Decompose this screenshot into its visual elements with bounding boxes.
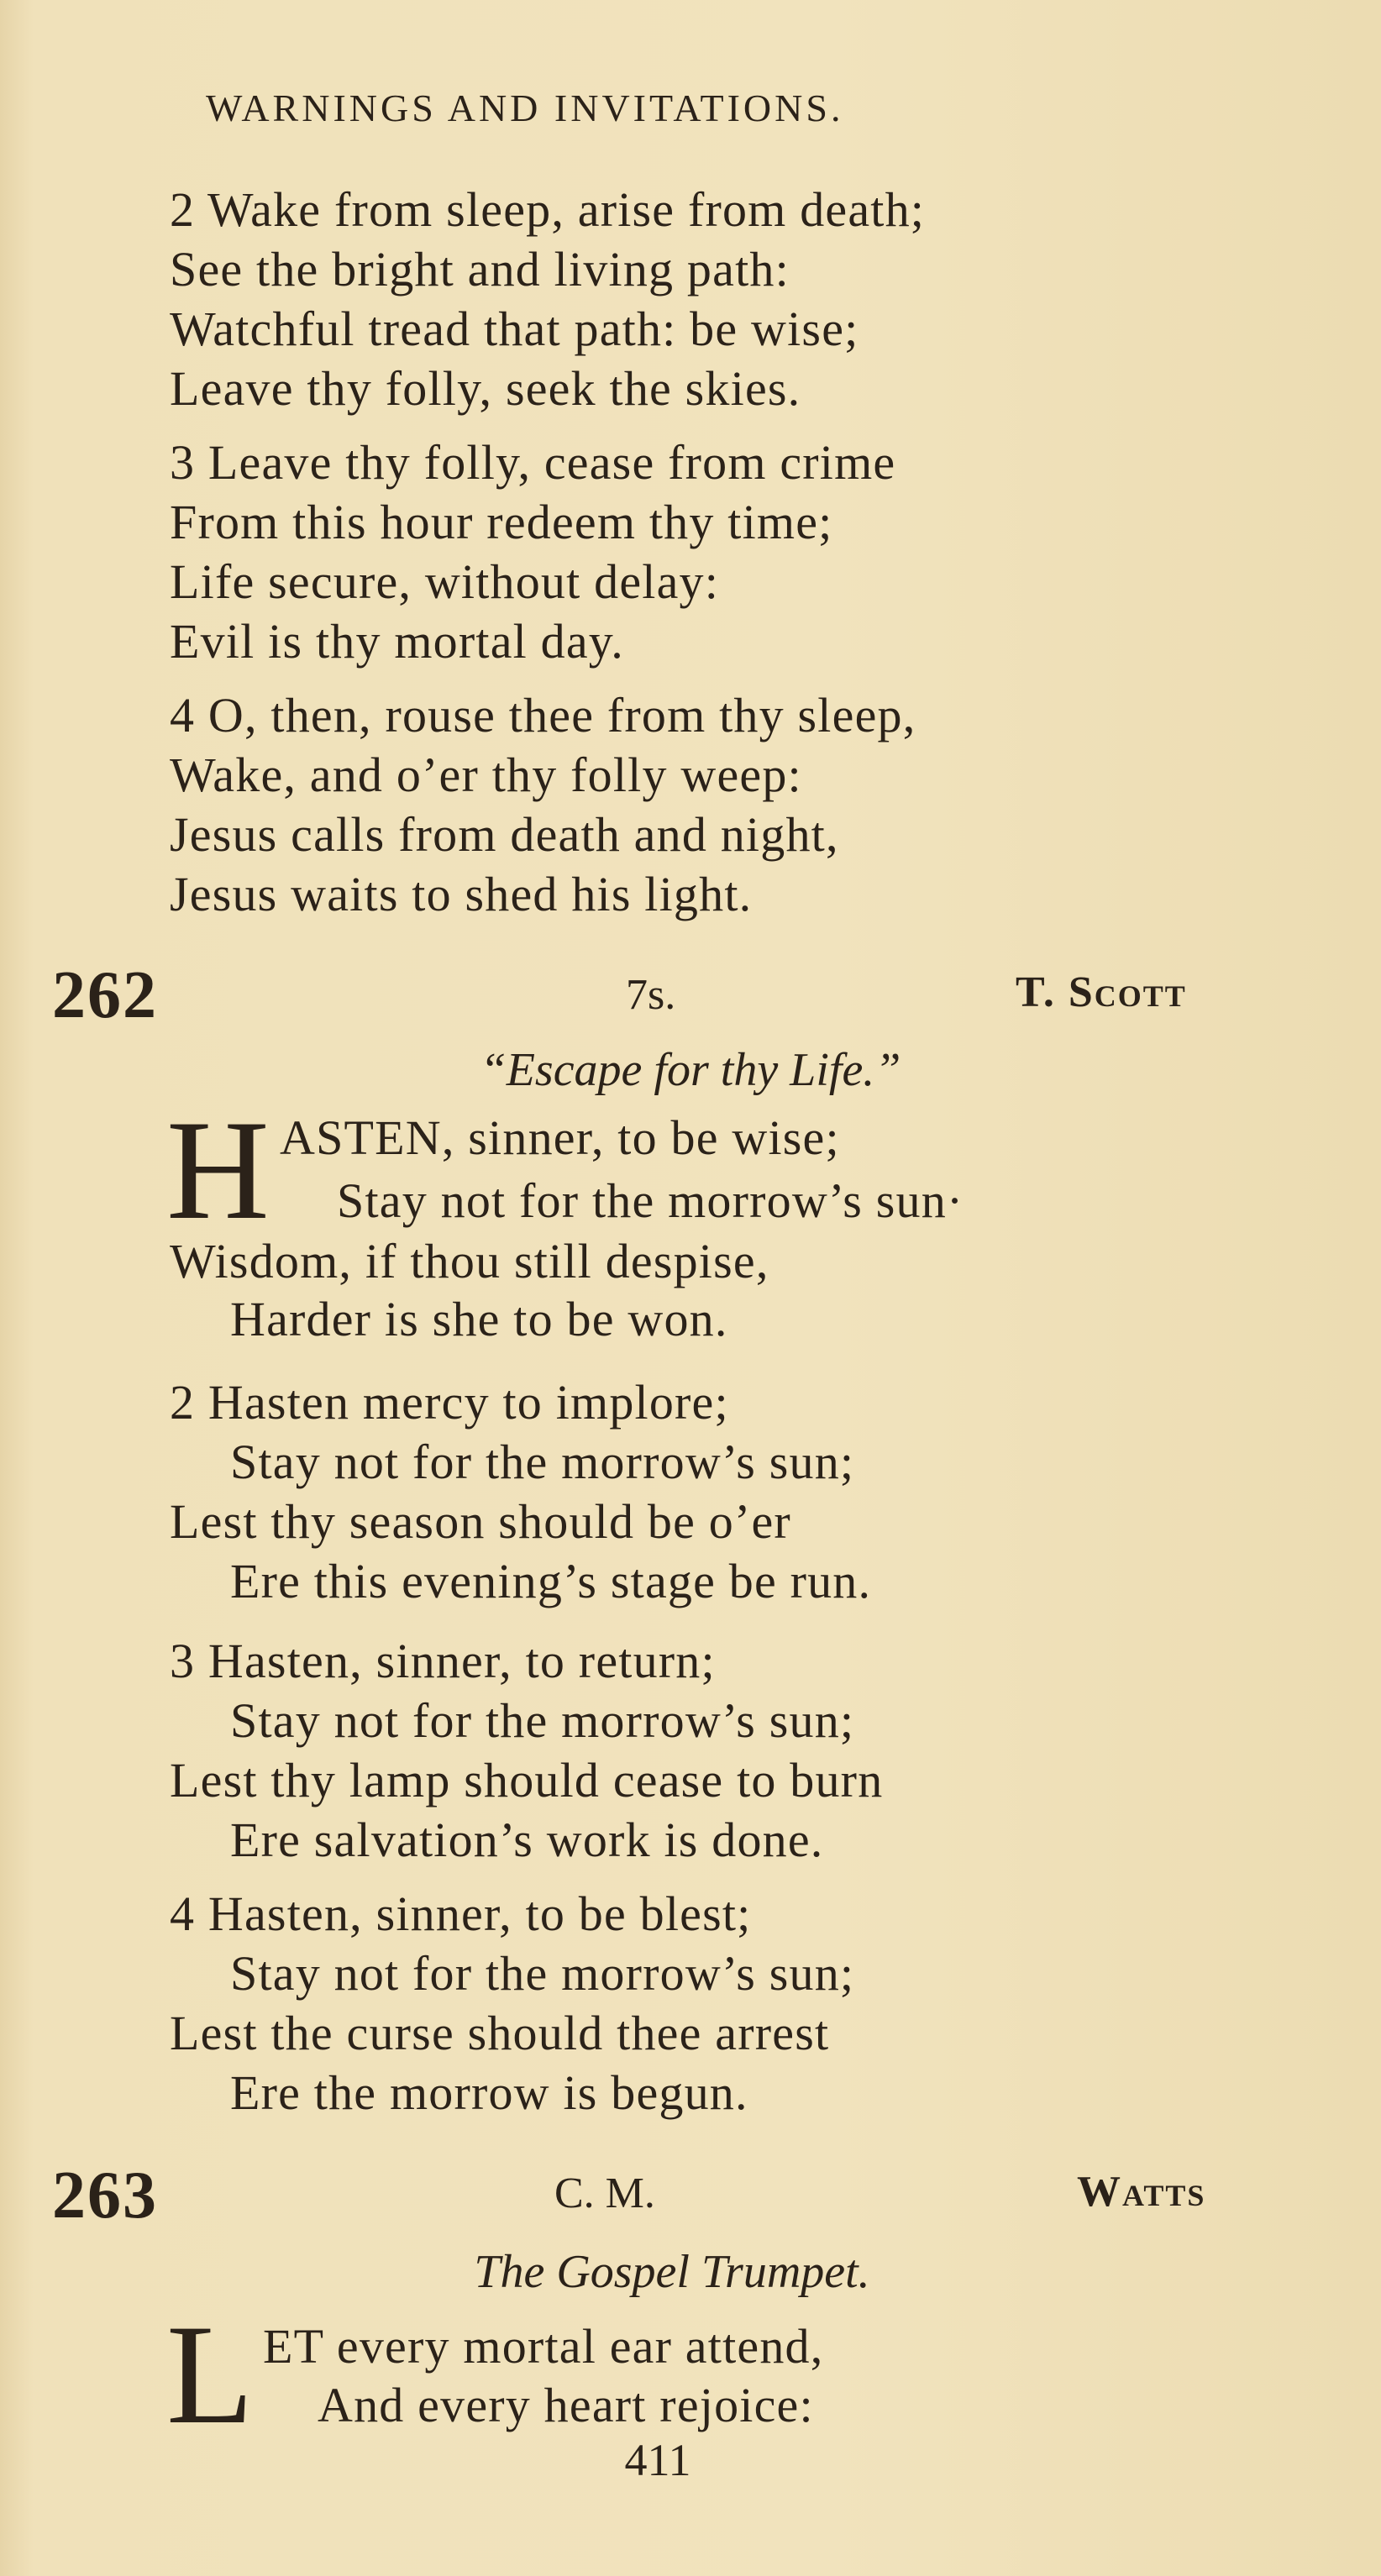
verse-line: Jesus calls from death and night,: [170, 807, 839, 862]
verse-line: 3 Leave thy folly, cease from crime: [170, 435, 896, 490]
verse-line: Lest thy lamp should cease to burn: [170, 1753, 884, 1807]
hymn-title: “Escape for thy Life.”: [480, 1044, 901, 1096]
verse-line: Wisdom, if thou still despise,: [170, 1234, 769, 1288]
verse-line: 2 Hasten mercy to implore;: [170, 1375, 729, 1430]
stanza-number: 2: [170, 182, 196, 237]
running-header: WARNINGS AND INVITATIONS.: [206, 87, 844, 129]
hymn-author: T. Scott: [1016, 968, 1187, 1016]
hymn-number: 263: [52, 2159, 158, 2232]
stanza-number: 4: [170, 688, 196, 742]
stanza: [170, 433, 895, 671]
verse-line: Lest the curse should thee arrest: [170, 2006, 830, 2060]
verse-line: 4 Hasten, sinner, to be blest;: [170, 1886, 752, 1941]
verse-line: Harder is she to be won.: [230, 1292, 728, 1346]
verse-line: Stay not for the morrow’s sun;: [230, 1693, 855, 1748]
verse-line: Lest thy season should be o’er: [170, 1494, 791, 1549]
verse-line: 3 Hasten, sinner, to return;: [170, 1634, 716, 1688]
verse-line: ASTEN, sinner, to be wise;: [280, 1110, 840, 1165]
verse-line: 4 O, then, rouse thee from thy sleep,: [170, 688, 916, 742]
verse-line: Stay not for the morrow’s sun·: [337, 1173, 964, 1228]
verse-line: Jesus waits to shed his light.: [170, 867, 753, 921]
verse-line: Stay not for the morrow’s sun;: [230, 1435, 855, 1489]
verse-line: Ere the morrow is begun.: [230, 2065, 748, 2120]
stanza: [170, 685, 916, 924]
verse-line: Wake, and o’er thy folly weep:: [170, 748, 802, 802]
verse-line: And every heart rejoice:: [318, 2378, 814, 2432]
hymn-title: The Gospel Trumpet.: [474, 2246, 870, 2298]
verse-line: Leave thy folly, seek the skies.: [170, 361, 801, 416]
stanza-number: 2: [170, 1375, 196, 1430]
verse-line: 2 Wake from sleep, arise from death;: [170, 182, 926, 237]
stanza: [170, 180, 925, 418]
verse-line: Ere this evening’s stage be run.: [230, 1554, 872, 1608]
verse-line: Stay not for the morrow’s sun;: [230, 1946, 855, 2001]
verse-line: Watchful tread that path: be wise;: [170, 302, 859, 356]
stanza-number: 3: [170, 1634, 196, 1688]
verse-line: Ere salvation’s work is done.: [230, 1813, 824, 1867]
verse-line: From this hour redeem thy time;: [170, 495, 833, 549]
hymn-author: Watts: [1077, 2168, 1206, 2216]
drop-cap: H: [166, 1091, 270, 1249]
hymn-meter: 7s.: [626, 971, 676, 1019]
verse-line: ET every mortal ear attend,: [263, 2319, 824, 2374]
stanza-number: 3: [170, 435, 196, 490]
drop-cap: L: [166, 2295, 254, 2453]
stanza: [170, 1631, 883, 1870]
stanza-number: 4: [170, 1886, 196, 1941]
stanza: [170, 1372, 871, 1611]
hymn-number: 262: [52, 958, 158, 1032]
stanza: [170, 1884, 854, 2122]
page-number: 411: [624, 2435, 691, 2485]
hymn-meter: C. M.: [554, 2169, 655, 2217]
verse-line: Evil is thy mortal day.: [170, 614, 624, 669]
verse-line: Life secure, without delay:: [170, 554, 720, 609]
verse-line: See the bright and living path:: [170, 242, 790, 296]
